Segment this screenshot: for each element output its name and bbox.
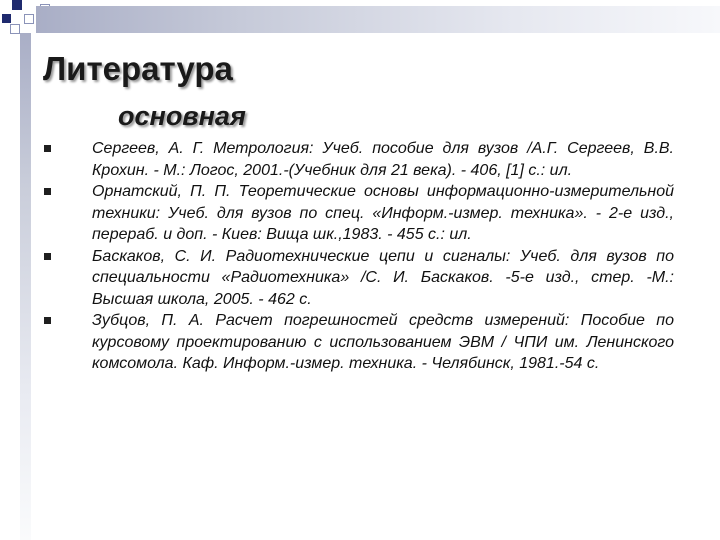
square-bullet-icon [44, 317, 51, 324]
reference-item [42, 138, 674, 181]
square-bullet-icon [44, 188, 51, 195]
left-decor-bar [20, 33, 31, 540]
reference-text: Зубцов, П. А. Расчет погрешностей средств измерений: Пособие по курсовому проектированию с использованием ЭВМ / ЧПИ им. Ленинского комсомола. Каф. Информ.-измер. техника. - Челябинск, 1981.-54 с. [92, 312, 674, 372]
top-decor-bar [36, 6, 720, 33]
slide-subtitle: основная [118, 101, 246, 131]
decor-square-3 [10, 24, 20, 34]
reference-list [42, 138, 674, 375]
reference-text: Орнатский, П. П. Теоретические основы информационно-измерительной техники: Учеб. для вузов по спец. «Информ.-измер. техника». - 2-е изд., перераб. и доп. - Киев: Вища шк.,1983. - 455 с.: ил. [92, 183, 674, 243]
reference-item [42, 246, 674, 311]
reference-item [42, 310, 674, 375]
decor-square-1 [2, 14, 11, 23]
reference-text: Баскаков, С. И. Радиотехнические цепи и сигналы: Учеб. для вузов по специальности «Радиотехника» /С. И. Баскаков. -5-е изд., стер. -М.: Высшая школа, 2005. - 462 с. [92, 247, 674, 308]
decor-square-4 [24, 14, 34, 24]
reference-text: Сергеев, А. Г. Метрология: Учеб. пособие для вузов /А.Г. Сергеев, В.В. Крохин. - М.: Логос, 2001.-(Учебник для 21 века). - 406, [1] с.: ил. [92, 140, 674, 179]
square-bullet-icon [44, 253, 51, 260]
slide-title: Литература [43, 50, 233, 87]
decor-square-2 [12, 0, 22, 10]
reference-item [42, 181, 674, 246]
square-bullet-icon [44, 145, 51, 152]
